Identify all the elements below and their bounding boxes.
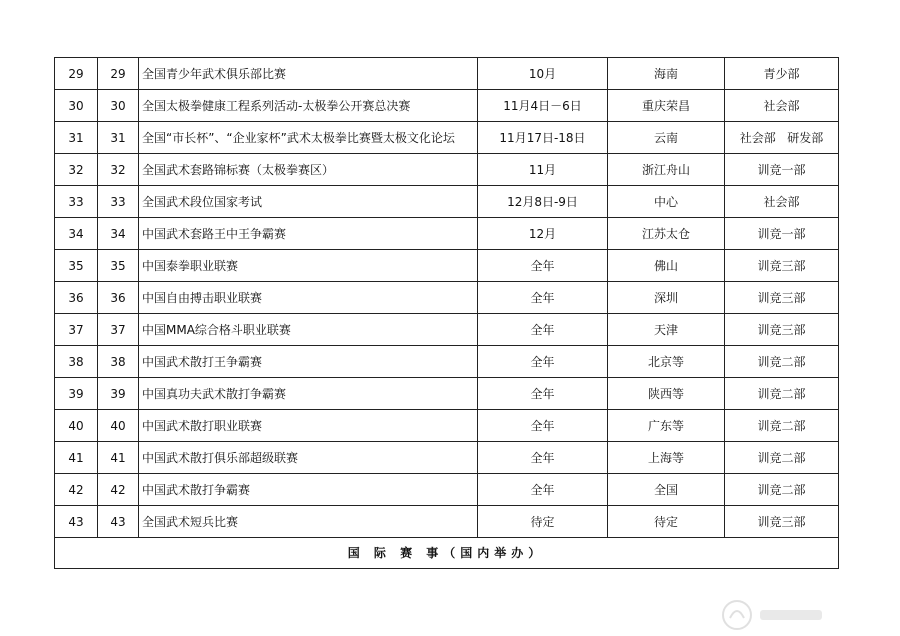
row-sequence-text: 42 [68,482,84,497]
event-time-cell [478,346,608,378]
event-name-text: 全国青少年武术俱乐部比赛 [142,66,287,81]
event-name-cell [139,346,478,378]
table-row [55,90,839,122]
event-name-cell [139,442,478,474]
row-sequence-cell [55,58,98,90]
event-name-cell [139,154,478,186]
table-row [55,474,839,506]
organizing-department-text: 训竞二部 [757,354,806,369]
event-location-cell [608,58,725,90]
row-number-cell [98,506,139,538]
row-number-text: 32 [110,162,126,177]
event-name-cell [139,186,478,218]
event-location-cell [608,474,725,506]
table-row [55,154,839,186]
organizing-department-cell [725,410,839,442]
event-location-cell [608,122,725,154]
event-name-text: 中国MMA综合格斗职业联赛 [142,322,291,337]
organizing-department-text: 训竞二部 [757,386,806,401]
watermark-logo-icon [720,598,830,632]
event-name-text: 中国武术散打争霸赛 [142,482,251,497]
event-name-text: 全国武术段位国家考试 [142,194,263,209]
table-row [55,346,839,378]
event-time-text: 待定 [530,514,555,529]
event-location-text: 江苏太仓 [641,226,690,241]
row-sequence-cell [55,122,98,154]
event-time-text: 12月 [528,226,557,241]
event-location-cell [608,90,725,122]
event-name-cell [139,58,478,90]
event-location-text: 中心 [653,194,678,209]
event-schedule-table [54,57,839,569]
organizing-department-cell [725,154,839,186]
row-sequence-text: 34 [68,226,84,241]
organizing-department-cell [725,378,839,410]
event-location-cell [608,250,725,282]
event-time-cell [478,186,608,218]
organizing-department-cell [725,346,839,378]
event-name-cell [139,90,478,122]
section-heading: 国 际 赛 事（国内举办） [55,538,839,569]
row-sequence-text: 40 [68,418,84,433]
organizing-department-text: 训竞三部 [757,514,806,529]
event-name-cell [139,250,478,282]
event-location-text: 重庆荣昌 [641,98,690,113]
row-sequence-cell [55,410,98,442]
event-name-cell [139,506,478,538]
row-sequence-text: 38 [68,354,84,369]
event-time-text: 全年 [530,450,555,465]
organizing-department-text: 青少部 [763,66,800,81]
event-time-text: 全年 [530,354,555,369]
organizing-department-text: 训竞二部 [757,418,806,433]
organizing-department-cell [725,442,839,474]
event-location-text: 待定 [653,514,678,529]
row-sequence-text: 29 [68,66,84,81]
organizing-department-cell [725,250,839,282]
row-sequence-text: 35 [68,258,84,273]
row-number-text: 31 [110,130,126,145]
row-sequence-text: 43 [68,514,84,529]
organizing-department-cell [725,314,839,346]
row-sequence-text: 30 [68,98,84,113]
event-name-text: 中国武术散打俱乐部超级联赛 [142,450,299,465]
table-row [55,410,839,442]
event-location-text: 浙江舟山 [641,162,690,177]
organizing-department-text: 社会部 [763,194,800,209]
organizing-department-text: 训竞二部 [757,450,806,465]
row-number-text: 37 [110,322,126,337]
event-time-text: 全年 [530,290,555,305]
event-location-text: 海南 [653,66,678,81]
event-time-cell [478,122,608,154]
organizing-department-cell [725,218,839,250]
row-sequence-text: 32 [68,162,84,177]
event-location-cell [608,154,725,186]
event-time-text: 11月 [528,162,557,177]
event-time-cell [478,474,608,506]
event-time-cell [478,442,608,474]
event-time-cell [478,90,608,122]
event-time-cell [478,154,608,186]
organizing-department-cell [725,474,839,506]
row-number-text: 38 [110,354,126,369]
row-sequence-cell [55,506,98,538]
event-location-text: 北京等 [647,354,684,369]
row-number-cell [98,218,139,250]
row-sequence-cell [55,314,98,346]
row-number-cell [98,186,139,218]
row-number-text: 35 [110,258,126,273]
table-row [55,442,839,474]
event-name-text: 全国“市长杯”、“企业家杯”武术太极拳比赛暨太极文化论坛 [142,130,455,145]
row-number-text: 29 [110,66,126,81]
row-number-cell [98,250,139,282]
row-sequence-cell [55,90,98,122]
event-time-text: 全年 [530,418,555,433]
event-location-text: 陕西等 [647,386,684,401]
row-number-cell [98,314,139,346]
event-time-cell [478,250,608,282]
row-sequence-cell [55,346,98,378]
event-location-text: 上海等 [647,450,684,465]
row-number-text: 34 [110,226,126,241]
table-row [55,122,839,154]
event-location-cell [608,186,725,218]
row-number-text: 41 [110,450,126,465]
event-time-text: 11月4日－6日 [503,98,582,113]
event-name-cell [139,122,478,154]
row-sequence-text: 36 [68,290,84,305]
row-sequence-text: 31 [68,130,84,145]
event-time-text: 10月 [528,66,557,81]
event-location-text: 深圳 [653,290,678,305]
event-location-cell [608,506,725,538]
row-number-text: 33 [110,194,126,209]
organizing-department-cell [725,186,839,218]
row-sequence-cell [55,474,98,506]
event-location-cell [608,410,725,442]
event-name-text: 全国武术短兵比赛 [142,514,239,529]
organizing-department-text: 训竞三部 [757,322,806,337]
table-row [55,250,839,282]
table-body [55,58,839,569]
row-number-cell [98,122,139,154]
row-sequence-text: 41 [68,450,84,465]
event-name-cell [139,218,478,250]
event-name-cell [139,282,478,314]
row-sequence-cell [55,186,98,218]
row-number-cell [98,474,139,506]
event-time-cell [478,282,608,314]
event-name-cell [139,474,478,506]
row-number-cell [98,378,139,410]
event-location-cell [608,282,725,314]
event-location-text: 佛山 [653,258,678,273]
row-number-text: 40 [110,418,126,433]
event-time-cell [478,58,608,90]
event-time-cell [478,314,608,346]
event-time-text: 全年 [530,386,555,401]
organizing-department-text: 训竞一部 [757,226,806,241]
row-sequence-cell [55,154,98,186]
organizing-department-text: 训竞二部 [757,482,806,497]
event-location-text: 全国 [653,482,678,497]
table-row [55,282,839,314]
section-heading-row [55,538,839,569]
event-time-text: 全年 [530,258,555,273]
row-number-text: 42 [110,482,126,497]
organizing-department-text: 训竞一部 [757,162,806,177]
event-time-cell [478,410,608,442]
event-name-text: 中国武术散打职业联赛 [142,418,263,433]
table-row [55,506,839,538]
event-time-text: 11月17日-18日 [499,130,586,145]
organizing-department-text: 训竞三部 [757,290,806,305]
event-time-cell [478,378,608,410]
event-time-cell [478,218,608,250]
row-number-cell [98,442,139,474]
event-location-cell [608,442,725,474]
row-sequence-cell [55,378,98,410]
event-location-text: 云南 [653,130,678,145]
row-sequence-cell [55,250,98,282]
event-time-text: 12月8日-9日 [507,194,578,209]
row-number-text: 36 [110,290,126,305]
row-number-cell [98,154,139,186]
event-location-cell [608,378,725,410]
event-location-cell [608,346,725,378]
organizing-department-text: 社会部 研发部 [739,130,824,145]
event-name-text: 中国武术套路王中王争霸赛 [142,226,287,241]
event-name-cell [139,314,478,346]
row-sequence-text: 39 [68,386,84,401]
table-row [55,58,839,90]
row-number-cell [98,410,139,442]
event-time-cell [478,506,608,538]
row-number-cell [98,346,139,378]
organizing-department-cell [725,506,839,538]
event-name-text: 全国太极拳健康工程系列活动-太极拳公开赛总决赛 [142,98,411,113]
organizing-department-cell [725,122,839,154]
row-number-text: 30 [110,98,126,113]
event-name-text: 中国自由搏击职业联赛 [142,290,263,305]
event-location-text: 天津 [653,322,678,337]
organizing-department-cell [725,90,839,122]
event-time-text: 全年 [530,482,555,497]
organizing-department-text: 训竞三部 [757,258,806,273]
row-sequence-cell [55,218,98,250]
table-row [55,378,839,410]
row-number-text: 43 [110,514,126,529]
organizing-department-cell [725,282,839,314]
event-location-cell [608,314,725,346]
row-sequence-text: 37 [68,322,84,337]
table-row [55,186,839,218]
event-name-text: 中国泰拳职业联赛 [142,258,239,273]
event-time-text: 全年 [530,322,555,337]
row-number-cell [98,90,139,122]
row-sequence-text: 33 [68,194,84,209]
row-number-cell [98,282,139,314]
event-name-text: 中国真功夫武术散打争霸赛 [142,386,287,401]
event-location-text: 广东等 [647,418,684,433]
event-name-text: 全国武术套路锦标赛（太极拳赛区） [142,162,335,177]
row-number-cell [98,58,139,90]
table-row [55,314,839,346]
event-name-cell [139,378,478,410]
event-location-cell [608,218,725,250]
row-sequence-cell [55,442,98,474]
row-number-text: 39 [110,386,126,401]
organizing-department-text: 社会部 [763,98,800,113]
table-row [55,218,839,250]
event-name-text: 中国武术散打王争霸赛 [142,354,263,369]
event-name-cell [139,410,478,442]
row-sequence-cell [55,282,98,314]
organizing-department-cell [725,58,839,90]
